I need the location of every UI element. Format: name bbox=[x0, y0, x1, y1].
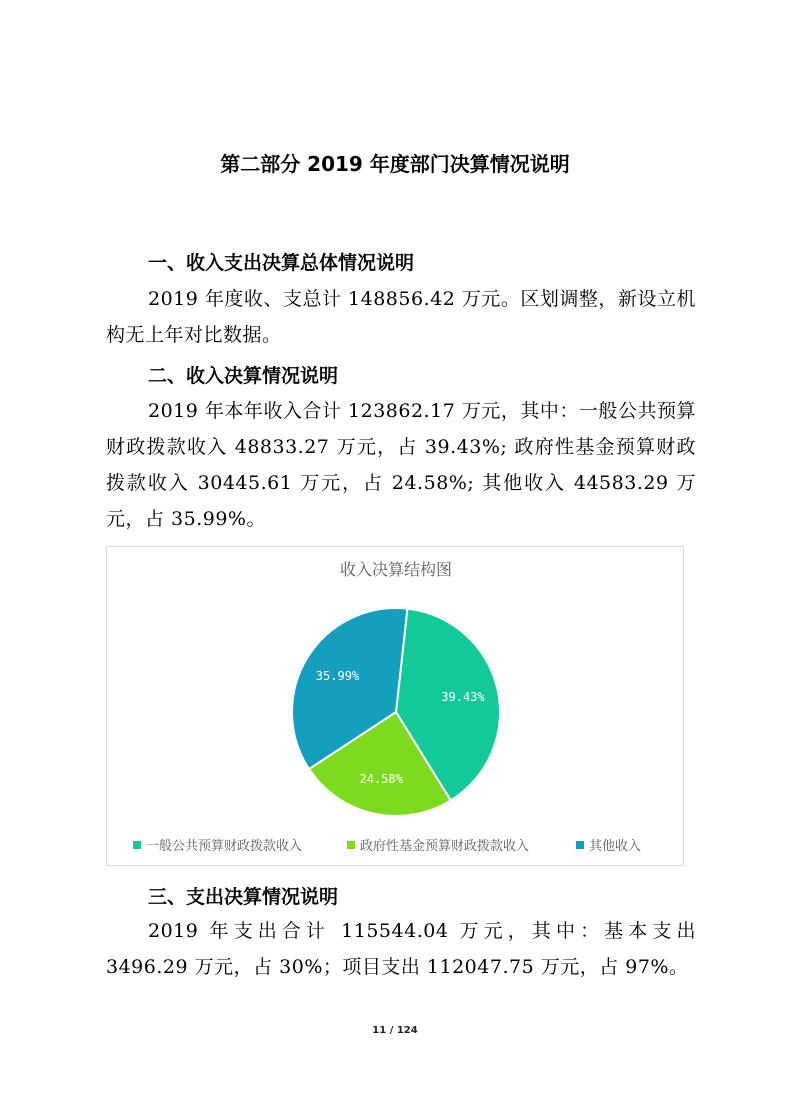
pie-data-label-2: 24.58% bbox=[359, 772, 403, 787]
legend-swatch-3 bbox=[576, 841, 584, 849]
income-structure-chart bbox=[106, 546, 684, 866]
section-text-overview: 2019 年度收、支总计 148856.42 万元。区划调整，新设立机构无上年对比数据。 bbox=[106, 288, 696, 346]
section-heading-expenditure: 三、支出决算情况说明 bbox=[148, 886, 339, 908]
legend-swatch-1 bbox=[133, 841, 141, 849]
section-heading-income: 二、收入决算情况说明 bbox=[148, 365, 339, 387]
pie-data-label-3: 35.99% bbox=[315, 669, 360, 684]
section-text-income: 2019 年本年收入合计 123862.17 万元，其中：一般公共预算财政拨款收入 48833.27 万元，占 39.43%; 政府性基金预算财政拨款收入 30445.61 万元，占 24.58%; 其他收入 44583.29 万元，占 35.99%。 bbox=[106, 400, 696, 530]
legend-label-3: 其他收入 bbox=[589, 839, 642, 854]
section-text-expenditure: 2019 年支出合计 115544.04 万元，其中：基本支出 3496.29 万元，占 30%；项目支出 112047.75 万元，占 97%。 bbox=[106, 920, 696, 978]
section-heading-overview: 一、收入支出决算总体情况说明 bbox=[148, 252, 415, 274]
legend-label-1: 一般公共预算财政拨款收入 bbox=[146, 839, 303, 854]
pie-data-label-1: 39.43% bbox=[441, 689, 485, 704]
pie-chart-canvas bbox=[107, 547, 685, 867]
page-number: 11 / 124 bbox=[372, 1025, 418, 1036]
page-title: 第二部分 2019 年度部门决算情况说明 bbox=[220, 152, 570, 176]
legend-swatch-2 bbox=[347, 841, 355, 849]
legend-label-2: 政府性基金预算财政拨款收入 bbox=[360, 839, 530, 854]
chart-title: 收入决算结构图 bbox=[339, 560, 453, 579]
